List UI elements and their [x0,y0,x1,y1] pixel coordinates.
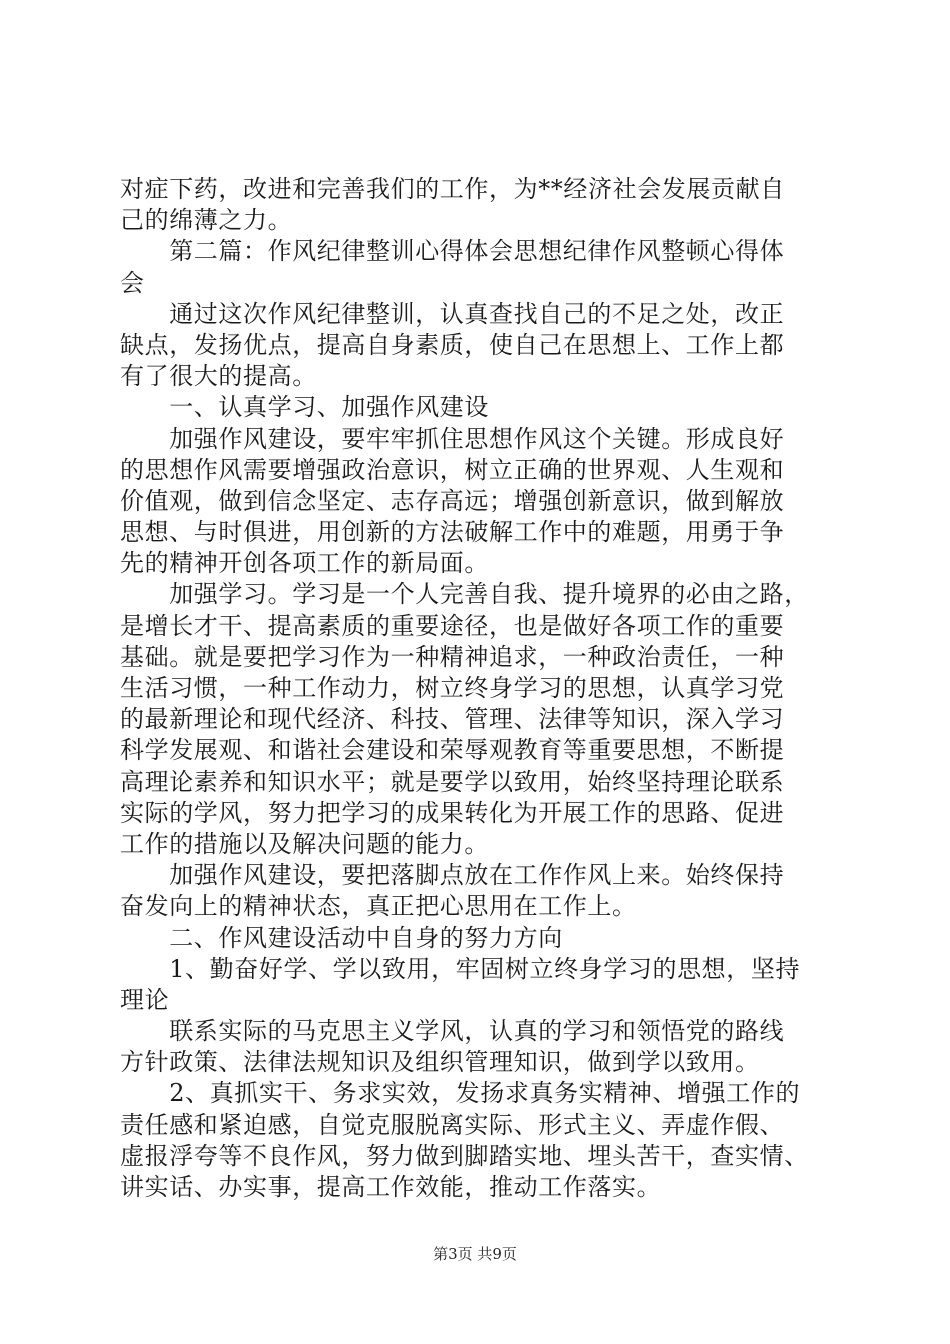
text-line: 基础。就是要把学习作为一种精神追求，一种政治责任，一种 [120,642,785,671]
text-line: 己的绵薄之力。 [120,206,293,235]
text-line: 工作的措施以及解决问题的能力。 [120,829,489,858]
text-line: 虚报浮夸等不良作风，努力做到脚踏实地、埋头苦干，查实情、 [120,1141,809,1170]
text-line: 的最新理论和现代经济、科技、管理、法律等知识，深入学习 [120,705,785,734]
section-heading: 会 [120,268,145,297]
page-number-footer: 第3页 共9页 [433,1245,517,1263]
text-line: 责任感和紧迫感，自觉克服脱离实际、形式主义、弄虚作假、 [120,1110,785,1139]
text-line: 加强作风建设，要牢牢抓住思想作风这个关键。形成良好 [120,424,785,453]
text-line: 有了很大的提高。 [120,362,317,391]
text-line: 科学发展观、和谐社会建设和荣辱观教育等重要思想，不断提 [120,736,785,765]
text-line: 通过这次作风纪律整训，认真查找自己的不足之处，改正 [120,299,785,328]
text-line: 是增长才干、提高素质的重要途径，也是做好各项工作的重要 [120,611,785,640]
text-line: 思想、与时俱进，用创新的方法破解工作中的难题，用勇于争 [120,518,785,547]
text-line: 加强作风建设，要把落脚点放在工作作风上来。始终保持 [120,861,785,890]
text-line: 理论 [120,985,170,1014]
section-heading: 第二篇：作风纪律整训心得体会思想纪律作风整顿心得体 [120,237,785,266]
text-line: 对症下药，改进和完善我们的工作，为**经济社会发展贡献自 [120,175,785,203]
text-line: 先的精神开创各项工作的新局面。 [120,549,489,578]
text-line: 实际的学风，努力把学习的成果转化为开展工作的思路、促进 [120,798,785,827]
text-line: 联系实际的马克思主义学风，认真的学习和领悟党的路线 [120,1017,785,1046]
subheading: 一、认真学习、加强作风建设 [120,393,489,422]
text-line: 价值观，做到信念坚定、志存高远；增强创新意识，做到解放 [120,486,785,515]
text-line: 2、真抓实干、务求实效，发扬求真务实精神、增强工作的 [120,1079,801,1108]
text-line: 加强学习。学习是一个人完善自我、提升境界的必由之路， [120,580,809,609]
text-line: 高理论素养和知识水平；就是要学以致用，始终坚持理论联系 [120,767,785,796]
text-line: 奋发向上的精神状态，真正把心思用在工作上。 [120,892,637,921]
text-line: 的思想作风需要增强政治意识，树立正确的世界观、人生观和 [120,455,785,484]
subheading: 二、作风建设活动中自身的努力方向 [120,923,563,952]
document-body [120,174,832,1203]
text-line: 讲实话、办实事，提高工作效能，推动工作落实。 [120,1173,662,1201]
text-line: 缺点，发扬优点，提高自身素质，使自己在思想上、工作上都 [120,330,785,359]
text-line: 生活习惯，一种工作动力，树立终身学习的思想，认真学习党 [120,674,785,702]
text-line: 方针政策、法律法规知识及组织管理知识，做到学以致用。 [120,1048,760,1077]
text-line: 1、勤奋好学、学以致用，牢固树立终身学习的思想，坚持 [120,954,801,983]
